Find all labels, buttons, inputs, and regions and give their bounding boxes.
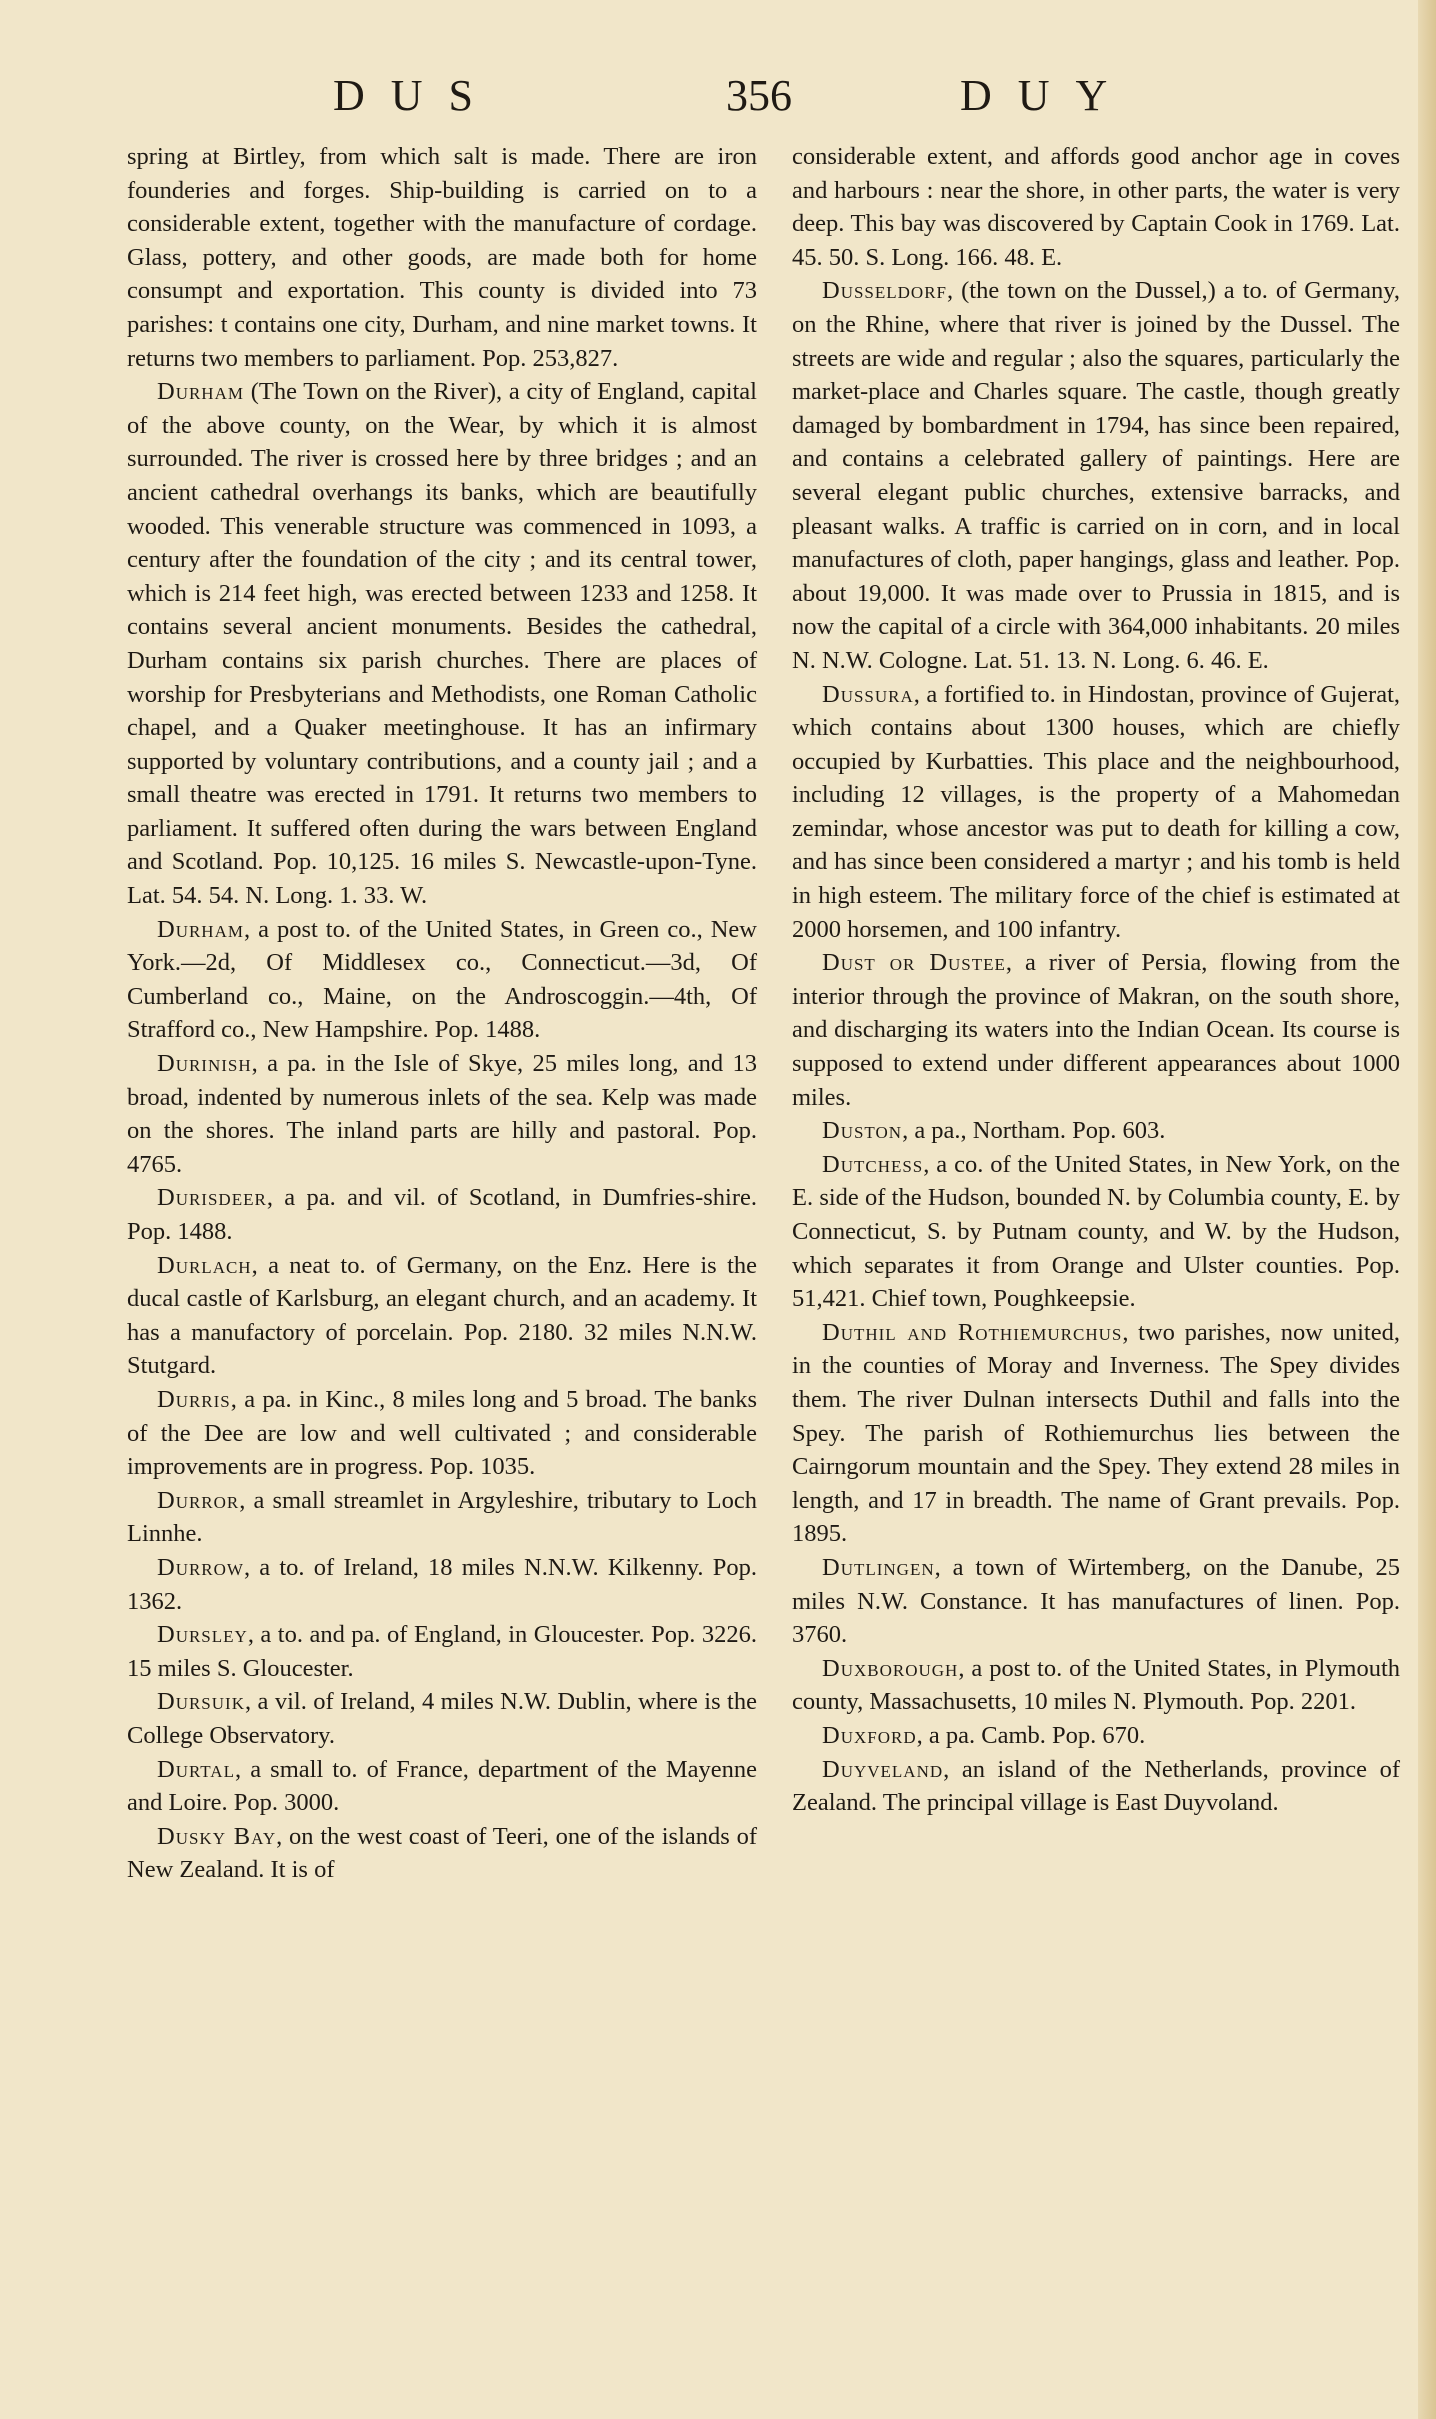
gazetteer-entry — [127, 1551, 757, 1618]
entry-text: , a post to. of the United States, in Green co., New York.—2d, Of Middlesex co., Connecticut.—3d, Of Cumberland co., Maine, on the Androscoggin.—4th, Of Strafford co., New Hampshire. Pop. 1488. — [127, 915, 757, 1044]
entry-text: , two parishes, now united, in the counties of Moray and Inverness. The Spey divides them. The river Dulnan intersects Duthil and falls into the Spey. The parish of Rothiemurchus lies between the Cairngorum mountain and the Spey. They extend 28 miles in length, and 17 in breadth. The name of Grant prevails. Pop. 1895. — [792, 1318, 1400, 1548]
entry-headword: Durror — [157, 1486, 240, 1514]
page-number: 356 — [726, 71, 792, 120]
entry-text: , an island of the Netherlands, province of Zealand. The principal village is East Duyvoland. — [792, 1755, 1400, 1817]
entry-headword: Duston — [822, 1117, 903, 1145]
entry-text: considerable extent, and affords good anchor age in coves and harbours : near the shore, in other parts, the water is very deep. This bay was discovered by Captain Cook in 1769. Lat. 45. 50. S. Long. 166. 48. E. — [792, 143, 1400, 271]
page-header — [0, 70, 1436, 130]
running-head-right: DUY — [960, 71, 1134, 120]
gazetteer-entry — [127, 1618, 757, 1685]
gazetteer-entry — [792, 1148, 1400, 1316]
entry-text: , on the west coast of Teeri, one of the islands of New Zealand. It is of — [127, 1822, 757, 1884]
gazetteer-entry — [792, 946, 1400, 1114]
gazetteer-entry — [792, 1719, 1400, 1753]
entry-text: , a to. and pa. of England, in Gloucester. Pop. 3226. 15 miles S. Gloucester. — [127, 1621, 757, 1682]
entry-text: , a to. of Ireland, 18 miles N.N.W. Kilkenny. Pop. 1362. — [127, 1553, 757, 1615]
entry-headword: Dusseldorf — [822, 277, 947, 305]
gazetteer-entry — [127, 1484, 757, 1551]
gazetteer-entry — [127, 913, 757, 1047]
gazetteer-entry — [792, 1551, 1400, 1652]
left-column — [127, 140, 757, 1887]
entry-headword: Dusky Bay — [157, 1822, 277, 1850]
gazetteer-entry — [127, 1383, 757, 1484]
gazetteer-entry — [127, 1249, 757, 1383]
entry-headword: Duxborough — [822, 1654, 959, 1682]
entry-headword: Durris — [157, 1385, 231, 1413]
right-column — [792, 140, 1400, 1820]
gazetteer-entry — [127, 1047, 757, 1181]
entry-headword: Dutchess — [822, 1150, 924, 1178]
entry-text: , (the town on the Dussel,) a to. of Germany, on the Rhine, where that river is joined by the Dussel. The streets are wide and regular ; also the squares, particularly the market-place and Charles square. The castle, though greatly damaged by bombardment in 1794, has since been repaired, and contains a celebrated gallery of paintings. Here are several elegant public churches, extensive barracks, and pleasant walks. A traffic is carried on in corn, and in local manufactures of cloth, paper hangings, glass and leather. Pop. about 19,000. It was made over to Prussia in 1815, and is now the capital of a circle with 364,000 inhabitants. 20 miles N. N.W. Cologne. Lat. 51. 13. N. Long. 6. 46. E. — [792, 277, 1400, 674]
entry-text: , a pa. in Kinc., 8 miles long and 5 broad. The banks of the Dee are low and well cultivated ; and considerable improvements are in progress. Pop. 1035. — [127, 1385, 757, 1481]
gazetteer-entry — [792, 1753, 1400, 1820]
entry-text: (The Town on the River), a city of England, capital of the above county, on the Wear, by which it is almost surrounded. The river is crossed here by three bridges ; and an ancient cathedral overhangs its banks, which are beautifully wooded. This venerable structure was commenced in 1093, a century after the foundation of the city ; and its central tower, which is 214 feet high, was erected between 1233 and 1258. It contains several ancient monuments. Besides the cathedral, Durham contains six parish churches. There are places of worship for Presbyterians and Methodists, one Roman Catholic chapel, and a Quaker meetinghouse. It has an infirmary supported by voluntary contributions, and a county jail ; and a small theatre was erected in 1791. It returns two members to parliament. It suffered often during the wars between England and Scotland. Pop. 10,125. 16 miles S. Newcastle-upon-Tyne. Lat. 54. 54. N. Long. 1. 33. W. — [127, 378, 757, 910]
gazetteer-entry — [127, 140, 757, 375]
entry-text: , a pa. and vil. of Scotland, in Dumfries-shire. Pop. 1488. — [127, 1184, 757, 1245]
entry-text: , a river of Persia, flowing from the interior through the province of Makran, on the south shore, and discharging its waters into the Indian Ocean. Its course is supposed to extend under different appearances about 1000 miles. — [792, 949, 1400, 1111]
gazetteer-entry — [127, 1685, 757, 1752]
gazetteer-entry — [127, 1753, 757, 1820]
entry-text: , a neat to. of Germany, on the Enz. Here is the ducal castle of Karlsburg, an elegant church, and an academy. It has a manufactory of porcelain. Pop. 2180. 32 miles N.N.W. Stutgard. — [127, 1251, 757, 1380]
page-edge — [1418, 0, 1436, 2419]
entry-headword: Durrow — [157, 1553, 244, 1581]
entry-text: , a co. of the United States, in New York, on the E. side of the Hudson, bounded N. by Columbia county, E. by Connecticut, S. by Putnam county, and W. by the Hudson, which separates it from Orange and Ulster counties. Pop. 51,421. Chief town, Poughkeepsie. — [792, 1150, 1400, 1313]
gazetteer-entry — [792, 1316, 1400, 1551]
entry-headword: Duthil and Rothiemurchus — [822, 1318, 1123, 1346]
gazetteer-entry — [792, 1652, 1400, 1719]
gazetteer-entry — [792, 274, 1400, 677]
entry-headword: Durinish — [157, 1050, 252, 1078]
entry-text: , a pa. Camb. Pop. 670. — [916, 1721, 1146, 1749]
entry-headword: Dust or Dustee — [822, 949, 1006, 977]
entry-text: , a small streamlet in Argyleshire, tributary to Loch Linnhe. — [127, 1486, 757, 1548]
entry-text: , a fortified to. in Hindostan, province of Gujerat, which contains about 1300 houses, which are chiefly occupied by Kurbatties. This place and the neighbourhood, including 12 villages, is the property of a Mahomedan zemindar, whose ancestor was put to death for killing a cow, and has since been considered a martyr ; and his tomb is held in high esteem. The military force of the chief is estimated at 2000 horsemen, and 100 infantry. — [792, 680, 1400, 943]
entry-headword: Durlach — [157, 1251, 252, 1279]
gazetteer-entry — [127, 1820, 757, 1887]
entry-text: , a post to. of the United States, in Plymouth county, Massachusetts, 10 miles N. Plymouth. Pop. 2201. — [792, 1654, 1400, 1716]
entry-text: , a pa., Northam. Pop. 603. — [902, 1117, 1166, 1145]
entry-headword: Durham — [157, 378, 244, 406]
gazetteer-entry — [127, 375, 757, 913]
entry-headword: Dutlingen — [822, 1553, 935, 1581]
entry-text: , a small to. of France, department of the Mayenne and Loire. Pop. 3000. — [127, 1755, 757, 1817]
entry-headword: Durisdeer — [157, 1184, 267, 1212]
entry-headword: Durham — [157, 915, 244, 943]
entry-text: spring at Birtley, from which salt is made. There are iron founderies and forges. Ship-building is carried on to a considerable extent, together with the manufacture of cordage. Glass, pottery, and other goods, are made both for home consumpt and exportation. This county is divided into 73 parishes: t contains one city, Durham, and nine market towns. It returns two members to parliament. Pop. 253,827. — [127, 143, 757, 372]
entry-headword: Durtal — [157, 1755, 235, 1783]
gazetteer-entry — [792, 140, 1400, 274]
gazetteer-entry — [792, 1114, 1400, 1148]
entry-headword: Duyveland — [822, 1755, 944, 1783]
entry-text: , a pa. in the Isle of Skye, 25 miles long, and 13 broad, indented by numerous inlets of the sea. Kelp was made on the shores. The inland parts are hilly and pastoral. Pop. 4765. — [127, 1050, 757, 1178]
running-head-left: DUS — [333, 71, 500, 120]
entry-headword: Dursuik — [157, 1688, 245, 1716]
entry-text: , a town of Wirtemberg, on the Danube, 25 miles N.W. Constance. It has manufactures of linen. Pop. 3760. — [792, 1553, 1400, 1649]
entry-headword: Dussura — [822, 680, 914, 708]
entry-text: , a vil. of Ireland, 4 miles N.W. Dublin, where is the College Observatory. — [127, 1688, 757, 1749]
gazetteer-entry — [127, 1181, 757, 1248]
gazetteer-entry — [792, 678, 1400, 947]
entry-headword: Duxford — [822, 1721, 917, 1749]
entry-headword: Dursley — [157, 1621, 248, 1649]
